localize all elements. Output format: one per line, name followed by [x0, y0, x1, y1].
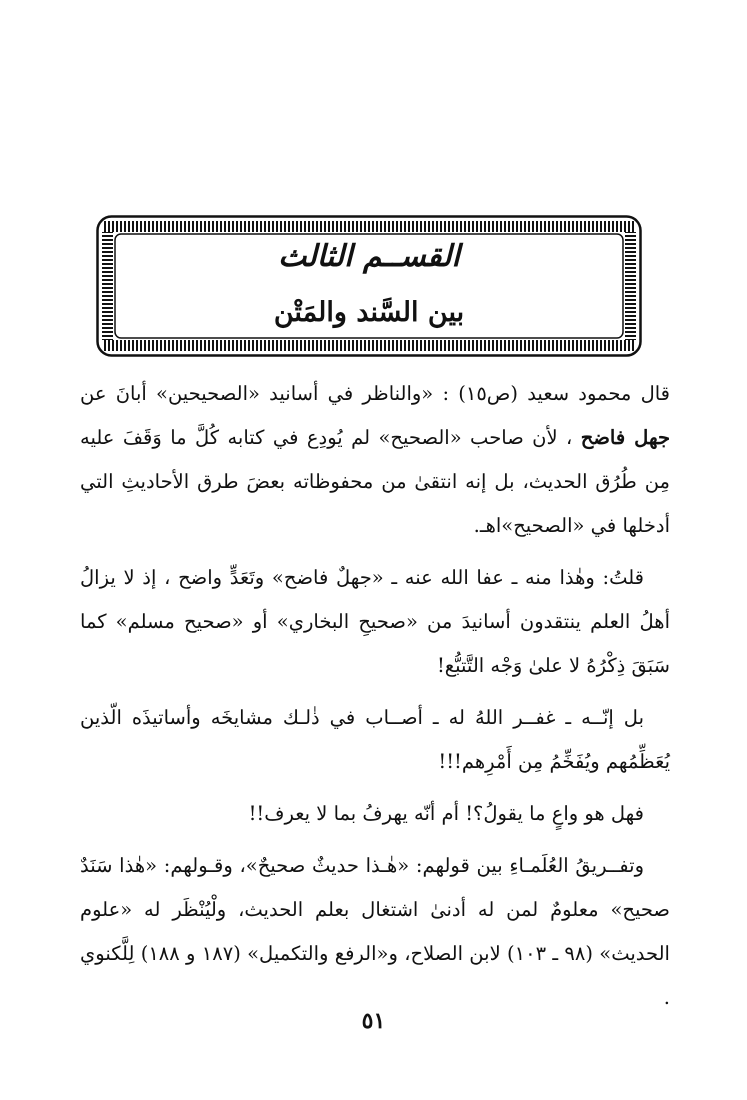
paragraph-4: فهل هو واعٍ ما يقولُ؟! أم أنّه يهرفُ بما لا يعرف!!	[248, 802, 644, 825]
paragraph-5: وتفــريقُ العُلَمـاءِ بين قولهم: «هٰـذا حديثٌ صحيحٌ»، وقـولهم: «هٰذا سَنَدٌ صحيح» معلومٌ لمن له أدنىٰ اشتغال بعلم الحديث، ولْيُنْظَر له «علوم الحديث» (٩٨ ـ ١٠٣) لابن الصلاح، و«الرفع والتكميل» (١٨٧ و ١٨٨) لِلَّكنوي .	[80, 854, 670, 1009]
section-subtitle: بين السَّند والمَتْن	[273, 297, 465, 328]
paragraph-2: قلتُ: وهٰذا منه ـ عفا الله عنه ـ «جهلٌ فاضح» وتَعَدٍّ واضح ، إذ لا يزالُ أهلُ العلم ينتقدون أسانيدَ من «صحيحِ البخاري» أو «صحيح مسلم» كما سَبَقَ ذِكْرُهُ لا علىٰ وَجْه التَّتبُّع!	[80, 566, 670, 677]
paragraph-3: بل إنّــه ـ غفــر اللهُ له ـ أصــاب في ذٰلـك مشايخَه وأساتيذَه الّذين يُعَظِّمُهم ويُفَخِّمُ مِن أَمْرِهم!!!	[80, 706, 670, 773]
section-header-text	[96, 215, 642, 357]
page-number: ٥١	[361, 1008, 386, 1034]
paragraph-1-intro: قال محمود سعيد (ص١٥) : «والناظر في أسانيد «الصحيحين» أبانَ عن	[80, 382, 670, 405]
body-text	[80, 372, 670, 1028]
paragraph-1-bold: جهل فاضح	[580, 426, 670, 449]
section-title: القســم الثالث	[278, 239, 460, 274]
paragraph-1	[80, 372, 670, 548]
paragraph-1-rest: ، لأن صاحب «الصحيح» لم يُودِع في كتابه كُلَّ ما وَقَفَ عليه مِن طُرُق الحديث، بل إنه انتقىٰ من محفوظاته بعضَ طرق الأحاديثِ التي أدخلها في «الصحيح»اهـ.	[80, 426, 670, 537]
section-header-box	[96, 215, 642, 357]
